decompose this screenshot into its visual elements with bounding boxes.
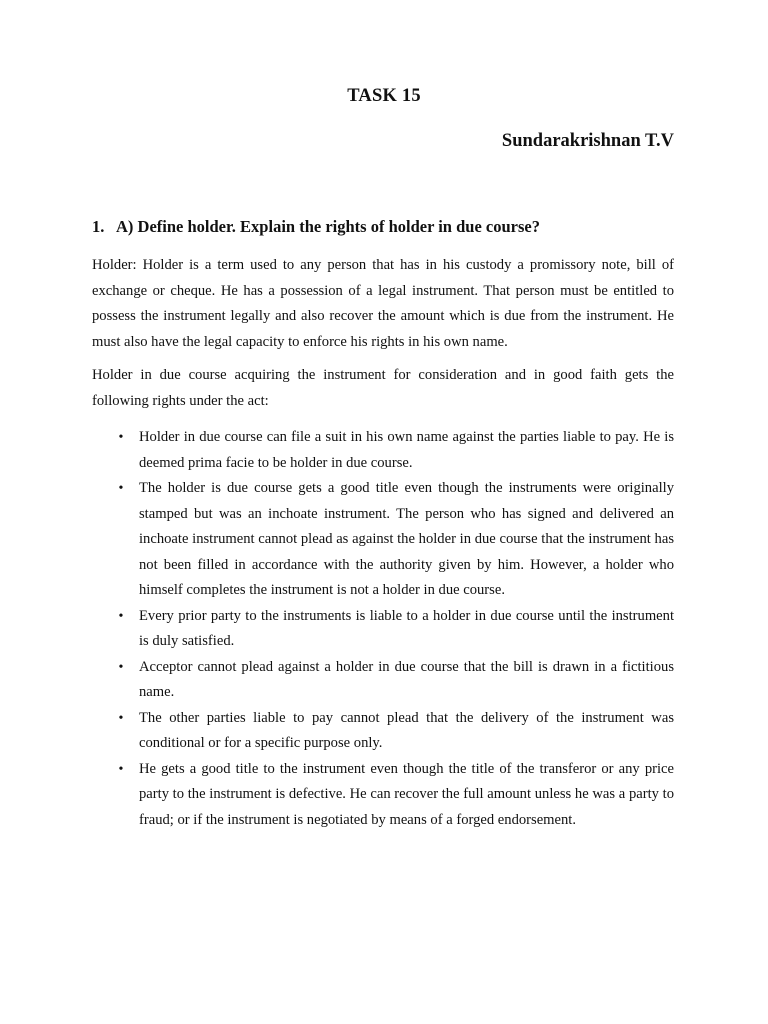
bullet-icon: • — [118, 659, 124, 675]
question-number: 1. — [92, 217, 105, 236]
list-item — [92, 757, 674, 834]
list-item — [92, 476, 674, 604]
paragraph-holder-definition: Holder: Holder is a term used to any person that has in his custody a promissory note, bill of exchange or cheque. He has a possession of a legal instrument. That person must be entitled to possess the instrument legally and also recover the amount which is due from the instrument. He must also have the legal capacity to enforce his rights in his own name. — [92, 257, 674, 350]
question-heading — [92, 217, 540, 237]
bullet-icon: • — [118, 481, 124, 496]
bullet-icon: • — [118, 761, 124, 777]
list-item-text: Acceptor cannot plead against a holder in due course that the bill is drawn in a fictitious name. — [139, 658, 674, 700]
list-item — [92, 425, 674, 476]
rights-list — [92, 425, 674, 833]
question-text: A) Define holder. Explain the rights of holder in due course? — [116, 217, 540, 236]
list-item — [92, 706, 674, 757]
list-item — [92, 604, 674, 655]
list-item-text: The holder is due course gets a good title even though the instruments were originally stamped but was an inchoate instrument. The person who has signed and delivered an inchoate instrument cannot plead as against the holder in due course that the instrument has not been filled in accordance with the authority given by him. However, a holder who himself completes the instrument is not a holder in due course. — [139, 480, 674, 598]
bullet-icon: • — [118, 710, 124, 726]
list-item — [92, 655, 674, 706]
list-item-text: The other parties liable to pay cannot plead that the delivery of the instrument was conditional or for a specific purpose only. — [139, 709, 674, 751]
author-name: Sundarakrishnan T.V — [501, 131, 674, 151]
list-item-text: Every prior party to the instruments is liable to a holder in due course until the instrument is duly satisfied. — [139, 607, 674, 649]
task-title: TASK 15 — [347, 86, 421, 106]
bullet-icon: • — [118, 430, 124, 445]
bullet-icon: • — [118, 608, 124, 624]
list-item-text: Holder in due course can file a suit in his own name against the parties liable to pay. He is deemed prima facie to be holder in due course. — [139, 429, 674, 471]
paragraph-rights-intro: Holder in due course acquiring the instrument for consideration and in good faith gets the following rights under the act: — [92, 367, 674, 409]
list-item-text: He gets a good title to the instrument even though the title of the transferor or any price party to the instrument is defective. He can recover the full amount unless he was a party to fraud; or if the instrument is negotiated by means of a forged endorsement. — [139, 760, 674, 828]
